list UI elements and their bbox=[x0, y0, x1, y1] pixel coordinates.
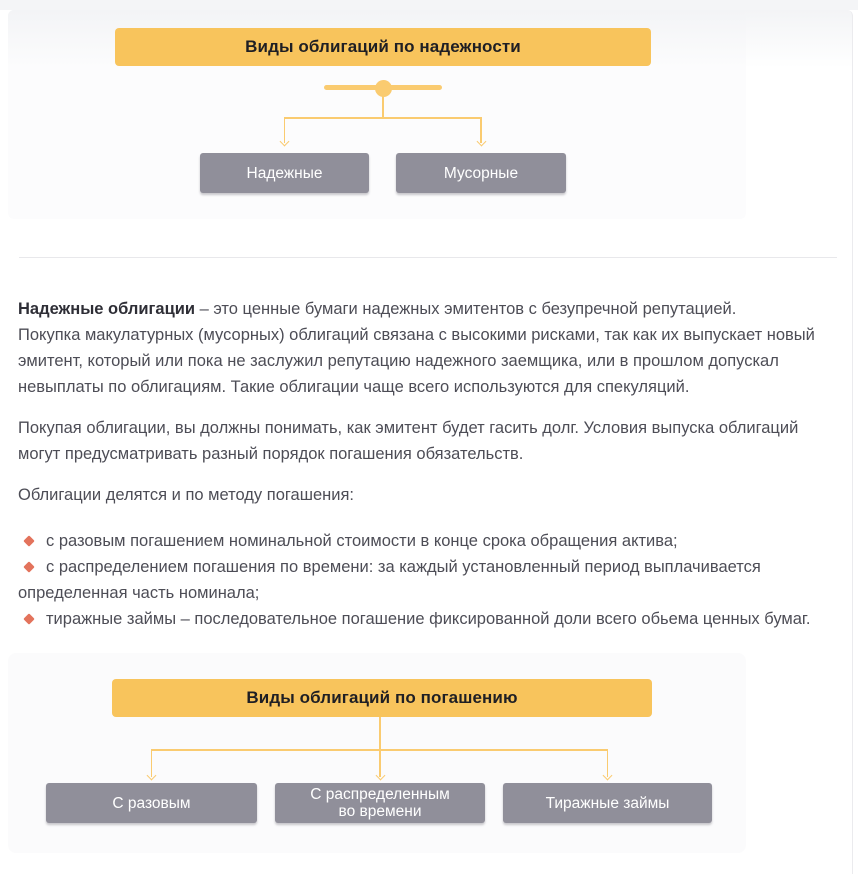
connector-branch-line bbox=[284, 117, 482, 119]
list-item-text: с распределением погашения по времени: за каждый установленный период выплачивается определенная часть номинала; bbox=[18, 558, 761, 602]
circle-junction-icon bbox=[375, 80, 392, 97]
paragraph-methods-intro: Облигации делятся и по методу погашения: bbox=[18, 486, 354, 504]
node-junk bbox=[396, 153, 566, 193]
node-serial-loans bbox=[503, 783, 712, 823]
diagram-repayment-title bbox=[112, 679, 652, 717]
diagram-repayment bbox=[8, 653, 746, 853]
page-top-strip bbox=[0, 0, 858, 10]
paragraph-repayment-intro: Покупая облигации, вы должны понимать, как эмитент будет гасить долг. Условия выпуска облигаций могут предусматривать разный порядок погашения обязательств. bbox=[18, 419, 799, 463]
node-distributed-repayment bbox=[275, 783, 485, 823]
arrow-down-icon bbox=[280, 137, 290, 147]
arrow-down-icon bbox=[375, 771, 385, 781]
diagram-repayment-title-label: Виды облигаций по погашению bbox=[246, 688, 518, 707]
diamond-bullet-icon bbox=[23, 535, 34, 546]
list-item bbox=[18, 606, 824, 632]
connector-stem bbox=[379, 717, 381, 750]
node-reliable bbox=[200, 153, 369, 193]
diagram-reliability-title-label: Виды облигаций по надежности bbox=[245, 37, 521, 56]
list-item bbox=[18, 528, 824, 554]
node-single-repayment bbox=[46, 783, 257, 823]
diamond-bullet-icon bbox=[23, 561, 34, 572]
diagram-reliability-title bbox=[115, 28, 651, 66]
article-card bbox=[8, 10, 853, 874]
diagram-reliability bbox=[8, 10, 746, 219]
node-distributed-repayment-label: С распределенным во времени bbox=[310, 786, 450, 820]
list-item bbox=[18, 554, 824, 606]
paragraph-lead-bold: Надежные облигации bbox=[18, 300, 196, 318]
article-body bbox=[18, 296, 824, 632]
list-item-text: с разовым погашением номинальной стоимости в конце срока обращения актива; bbox=[46, 532, 678, 550]
paragraph-reliable-bonds bbox=[18, 296, 824, 400]
arrow-down-icon bbox=[147, 771, 157, 781]
list-item-text: тиражные займы – последовательное погашение фиксированной доли всего обьема ценных бумаг. bbox=[46, 610, 811, 628]
node-single-repayment-label: С разовым bbox=[112, 794, 191, 812]
node-reliable-label: Надежные bbox=[246, 164, 323, 182]
repayment-methods-list bbox=[18, 528, 824, 632]
arrow-down-icon bbox=[476, 137, 486, 147]
arrow-down-icon bbox=[603, 771, 613, 781]
node-serial-loans-label: Тиражные займы bbox=[545, 794, 670, 812]
section-divider bbox=[19, 257, 837, 258]
diamond-bullet-icon bbox=[23, 613, 34, 624]
connector-stem bbox=[382, 96, 384, 118]
paragraph-lead-continuation: Покупка макулатурных (мусорных) облигаций связана с высокими рисками, так как их выпускает новый эмитент, который или пока не заслужил репутацию надежного заемщика, или в прошлом допускал невыплаты по облигациям. Такие облигации чаще всего используются для спекуляций. bbox=[18, 326, 815, 396]
paragraph-lead-rest: – это ценные бумаги надежных эмитентов с безупречной репутацией. bbox=[195, 300, 737, 318]
node-junk-label: Мусорные bbox=[443, 164, 519, 182]
